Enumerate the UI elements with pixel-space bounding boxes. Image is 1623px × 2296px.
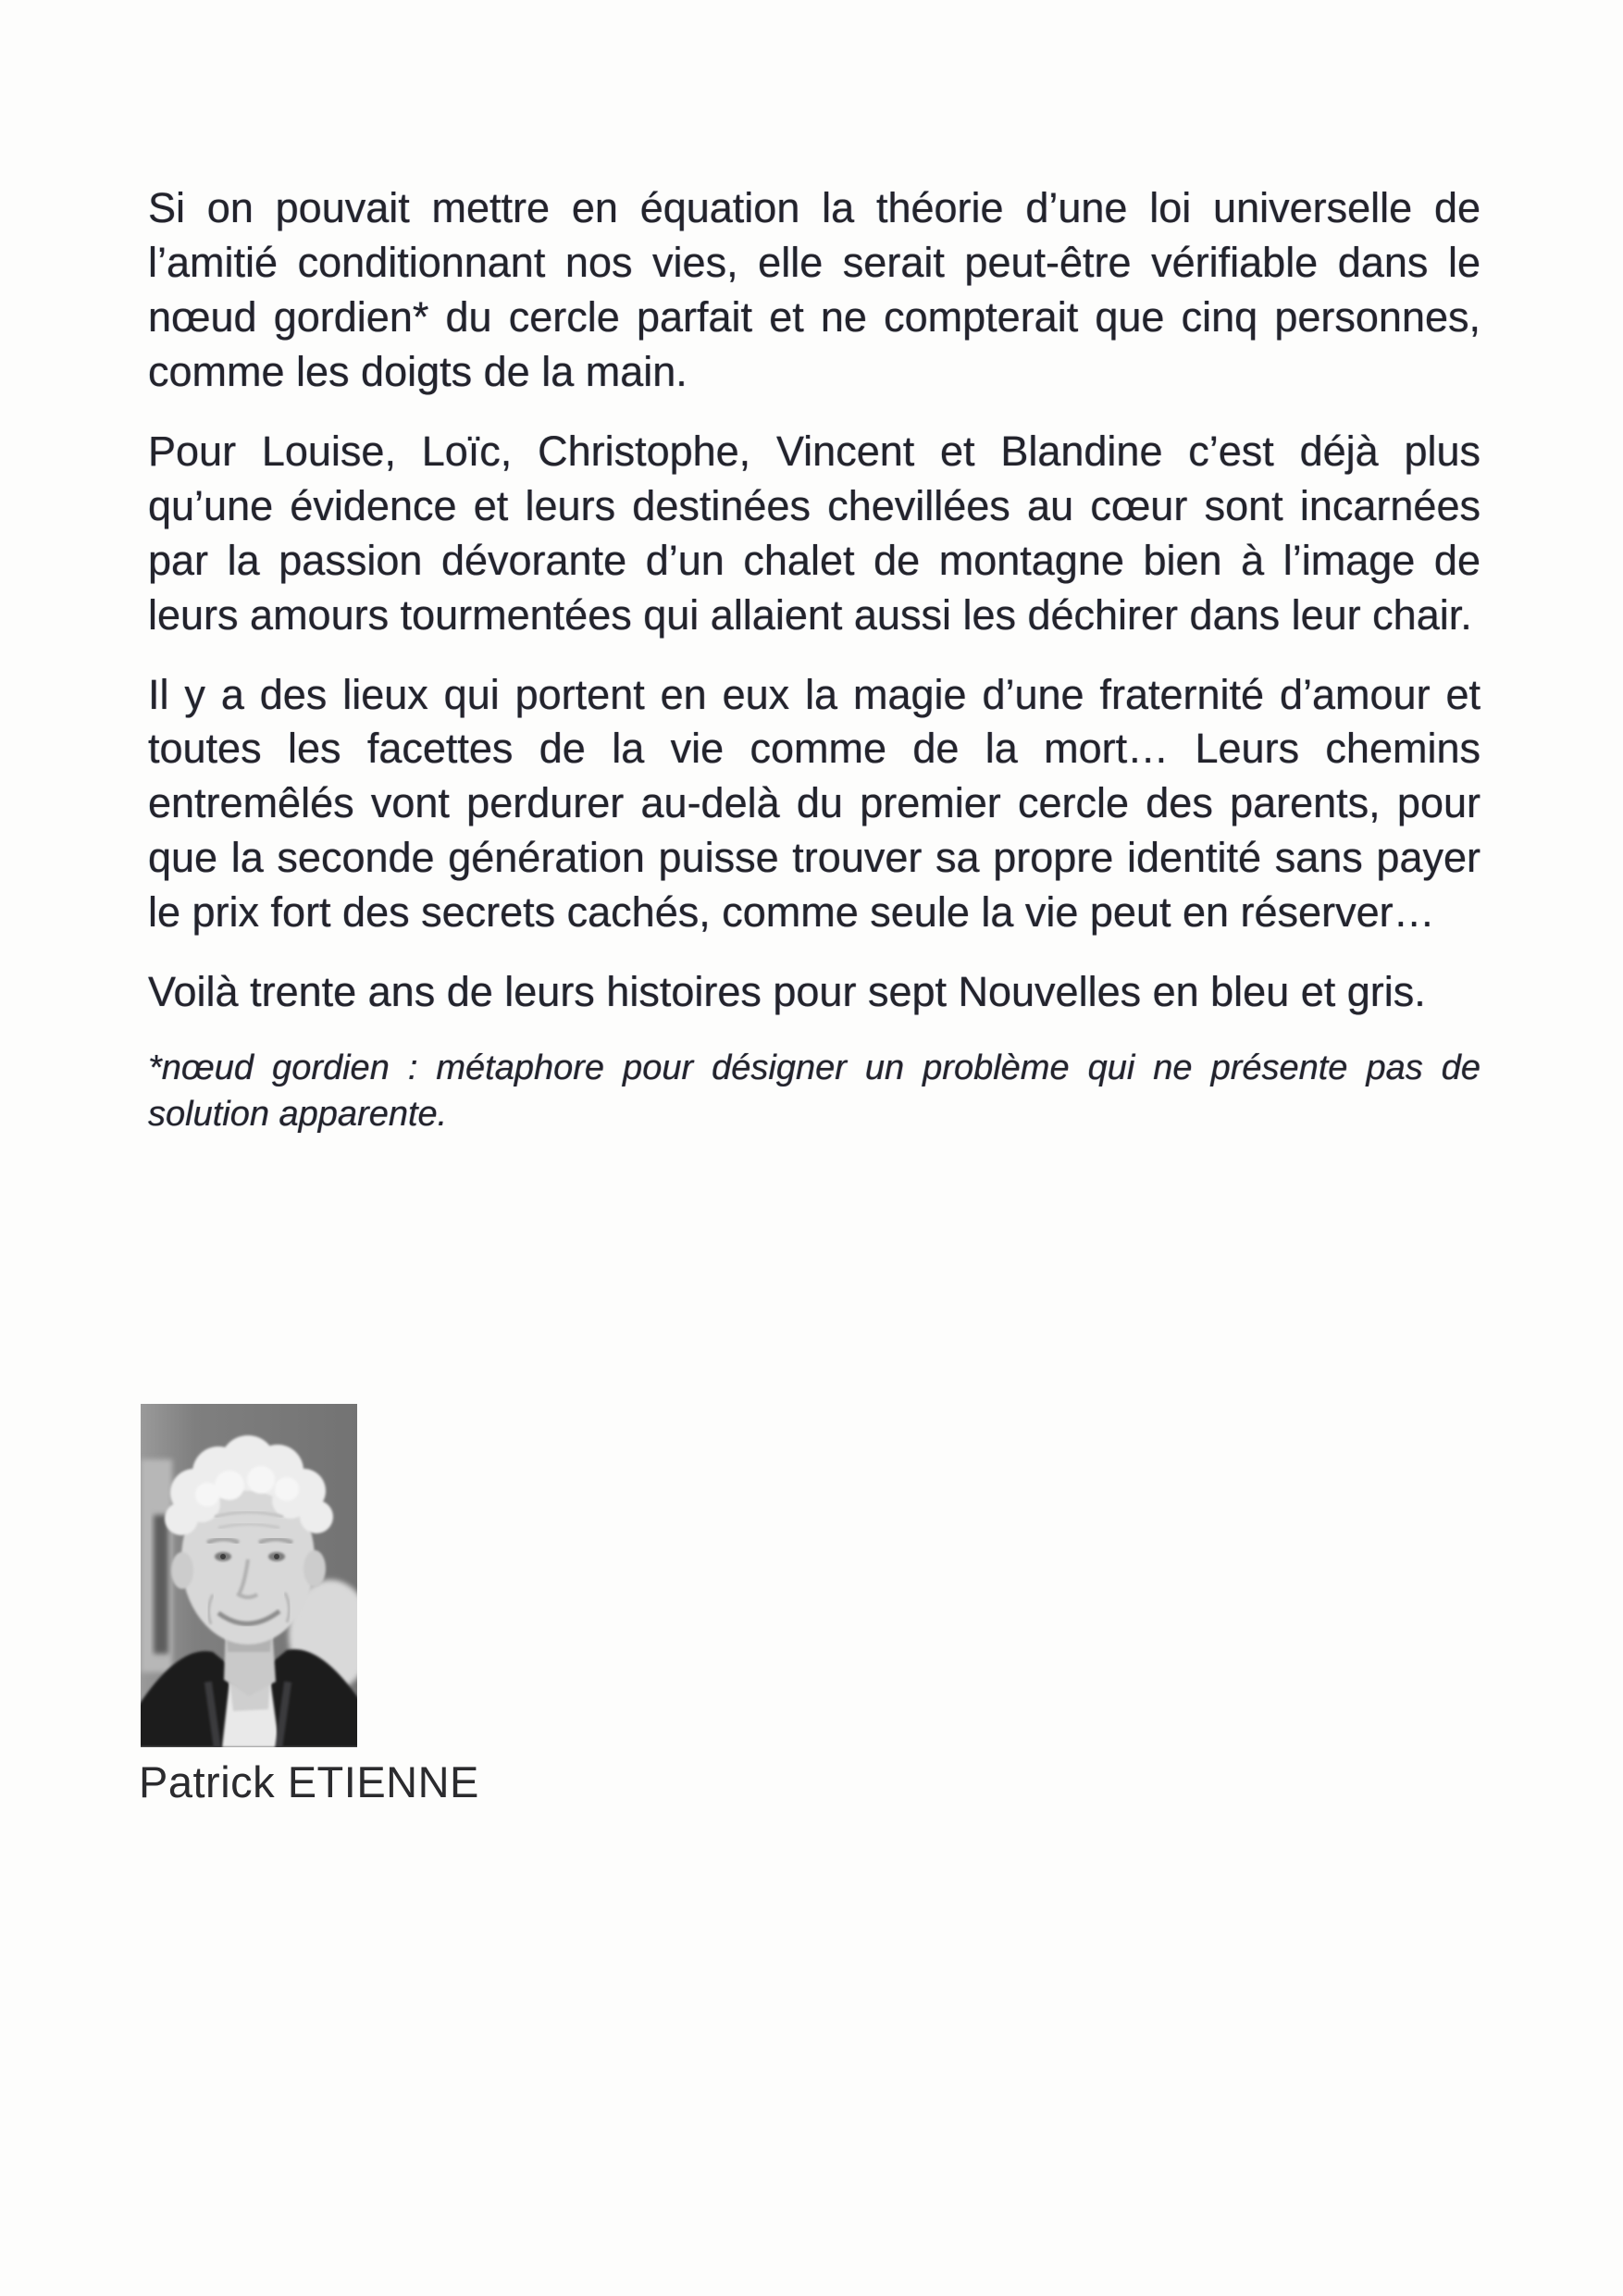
paragraph-1: Si on pouvait mettre en équation la théorie d’une loi universelle de l’amitié conditionnant nos vies, elle serait peut-être vérifiable dans le nœud gordien* du cercle parfait et ne compterait que cinq personnes, comme les doigts de la main. — [148, 184, 1481, 395]
paragraph-3: Il y a des lieux qui portent en eux la magie d’une fraternité d’amour et toutes les facettes de la vie comme de la mort… Leurs chemins entremêlés vont perdurer au-delà du premier cercle des parents, pour que la seconde génération puisse trouver sa propre identité sans payer le prix fort des secrets cachés, comme seule la vie peut en réserver… — [148, 670, 1481, 937]
paragraph-4: Voilà trente ans de leurs histoires pour sept Nouvelles en bleu et gris. — [148, 968, 1426, 1016]
author-portrait-photo — [141, 1404, 357, 1747]
back-cover-text — [148, 181, 1481, 1162]
portrait-illustration — [141, 1404, 357, 1747]
author-name: Patrick ETIENNE — [139, 1757, 479, 1806]
paragraph-2: Pour Louise, Loïc, Christophe, Vincent et Blandine c’est déjà plus qu’une évidence et leurs destinées chevillées au cœur sont incarnées par la passion dévorante d’un chalet de montagne bien à l’image de leurs amours tourmentées qui allaient aussi les déchirer dans leur chair. — [148, 427, 1481, 639]
footnote-gordian-knot: *nœud gordien : métaphore pour désigner un problème qui ne présente pas de solution apparente. — [148, 1049, 1481, 1135]
